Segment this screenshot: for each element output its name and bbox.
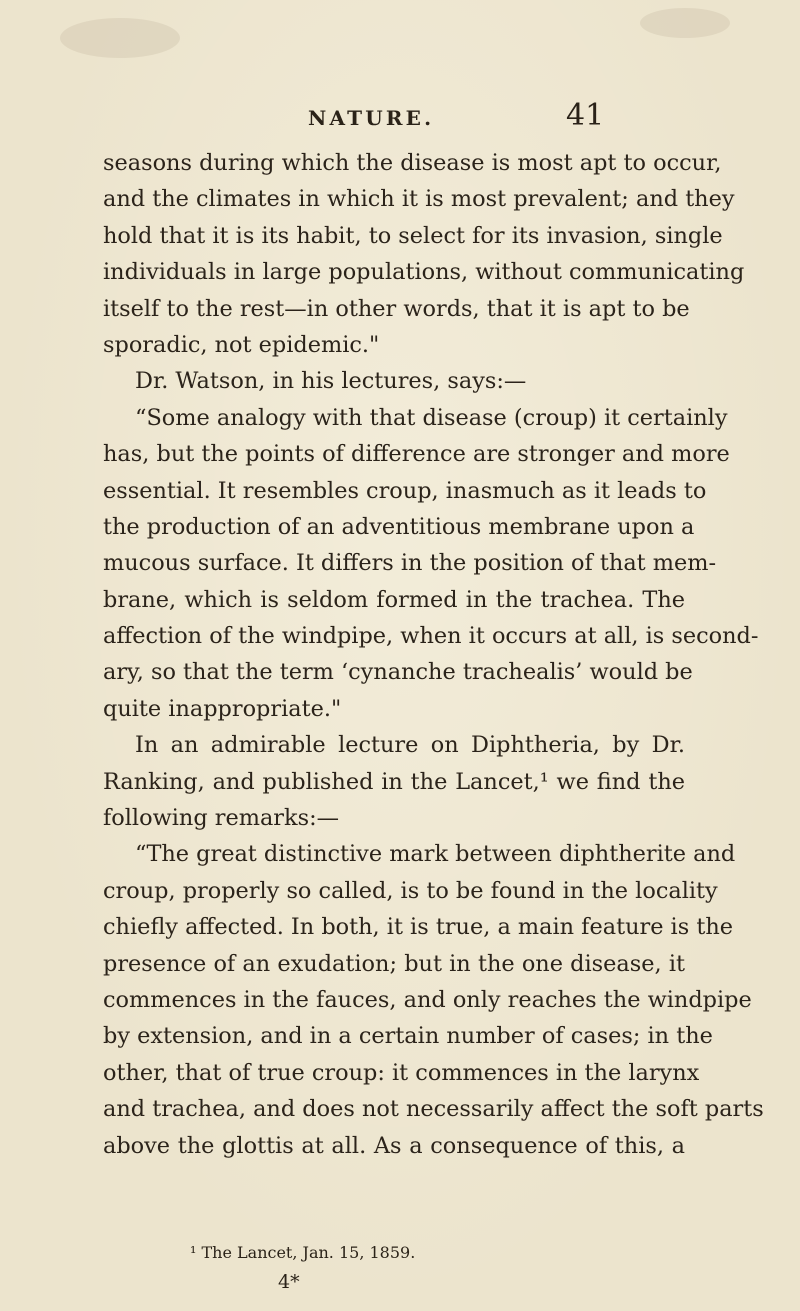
text-line: presence of an exudation; but in the one disease, it [103, 950, 685, 977]
text-line: itself to the rest—in other words, that it is apt to be [103, 295, 690, 322]
text-line: commences in the fauces, and only reaches the windpipe [103, 986, 752, 1013]
text-line: hold that it is its habit, to select for its invasion, single [103, 222, 723, 249]
text-line: has, but the points of difference are stronger and more [103, 441, 730, 468]
text-line: Dr. Watson, in his lectures, says:— [135, 368, 527, 395]
text-line: and trachea, and does not necessarily affect the soft parts [103, 1096, 764, 1123]
text-line: above the glottis at all. As a consequence of this, a [103, 1132, 685, 1159]
signature-mark: 4* [278, 1271, 300, 1293]
text-line: sporadic, not epidemic." [103, 331, 380, 358]
text-line: “Some analogy with that disease (croup) it certainly [135, 404, 728, 431]
text-line: essential. It resembles croup, inasmuch as it leads to [103, 477, 707, 504]
text-line: by extension, and in a certain number of cases; in the [103, 1023, 713, 1050]
text-line: individuals in large populations, without communicating [103, 259, 745, 286]
page-header [0, 96, 800, 136]
footnote: ¹ The Lancet, Jan. 15, 1859. [190, 1243, 416, 1262]
text-line: croup, properly so called, is to be found in the locality [103, 877, 718, 904]
text-line: “The great distinctive mark between diphtherite and [135, 841, 736, 868]
text-line: Ranking, and published in the Lancet,¹ we find the [103, 768, 685, 795]
running-title: NATURE. [308, 106, 435, 130]
text-line: following remarks:— [103, 805, 339, 832]
text-line: In an admirable lecture on Diphtheria, by Dr. [135, 732, 685, 759]
text-line: the production of an adventitious membrane upon a [103, 513, 695, 540]
text-line: ary, so that the term ‘cynanche trachealis’ would be [103, 659, 693, 686]
page-number: 41 [566, 98, 605, 133]
text-line: mucous surface. It differs in the position of that mem- [103, 550, 717, 577]
text-line: affection of the windpipe, when it occurs at all, is second- [103, 623, 759, 650]
text-line: chiefly affected. In both, it is true, a main feature is the [103, 914, 733, 941]
text-line: other, that of true croup: it commences in the larynx [103, 1059, 700, 1086]
text-line: and the climates in which it is most prevalent; and they [103, 186, 735, 213]
text-line: seasons during which the disease is most apt to occur, [103, 150, 722, 176]
text-line: quite inappropriate." [103, 695, 342, 722]
body-text [103, 145, 764, 1164]
text-line: brane, which is seldom formed in the trachea. The [103, 586, 685, 613]
paper-stain [60, 18, 180, 58]
paper-stain [640, 8, 730, 38]
